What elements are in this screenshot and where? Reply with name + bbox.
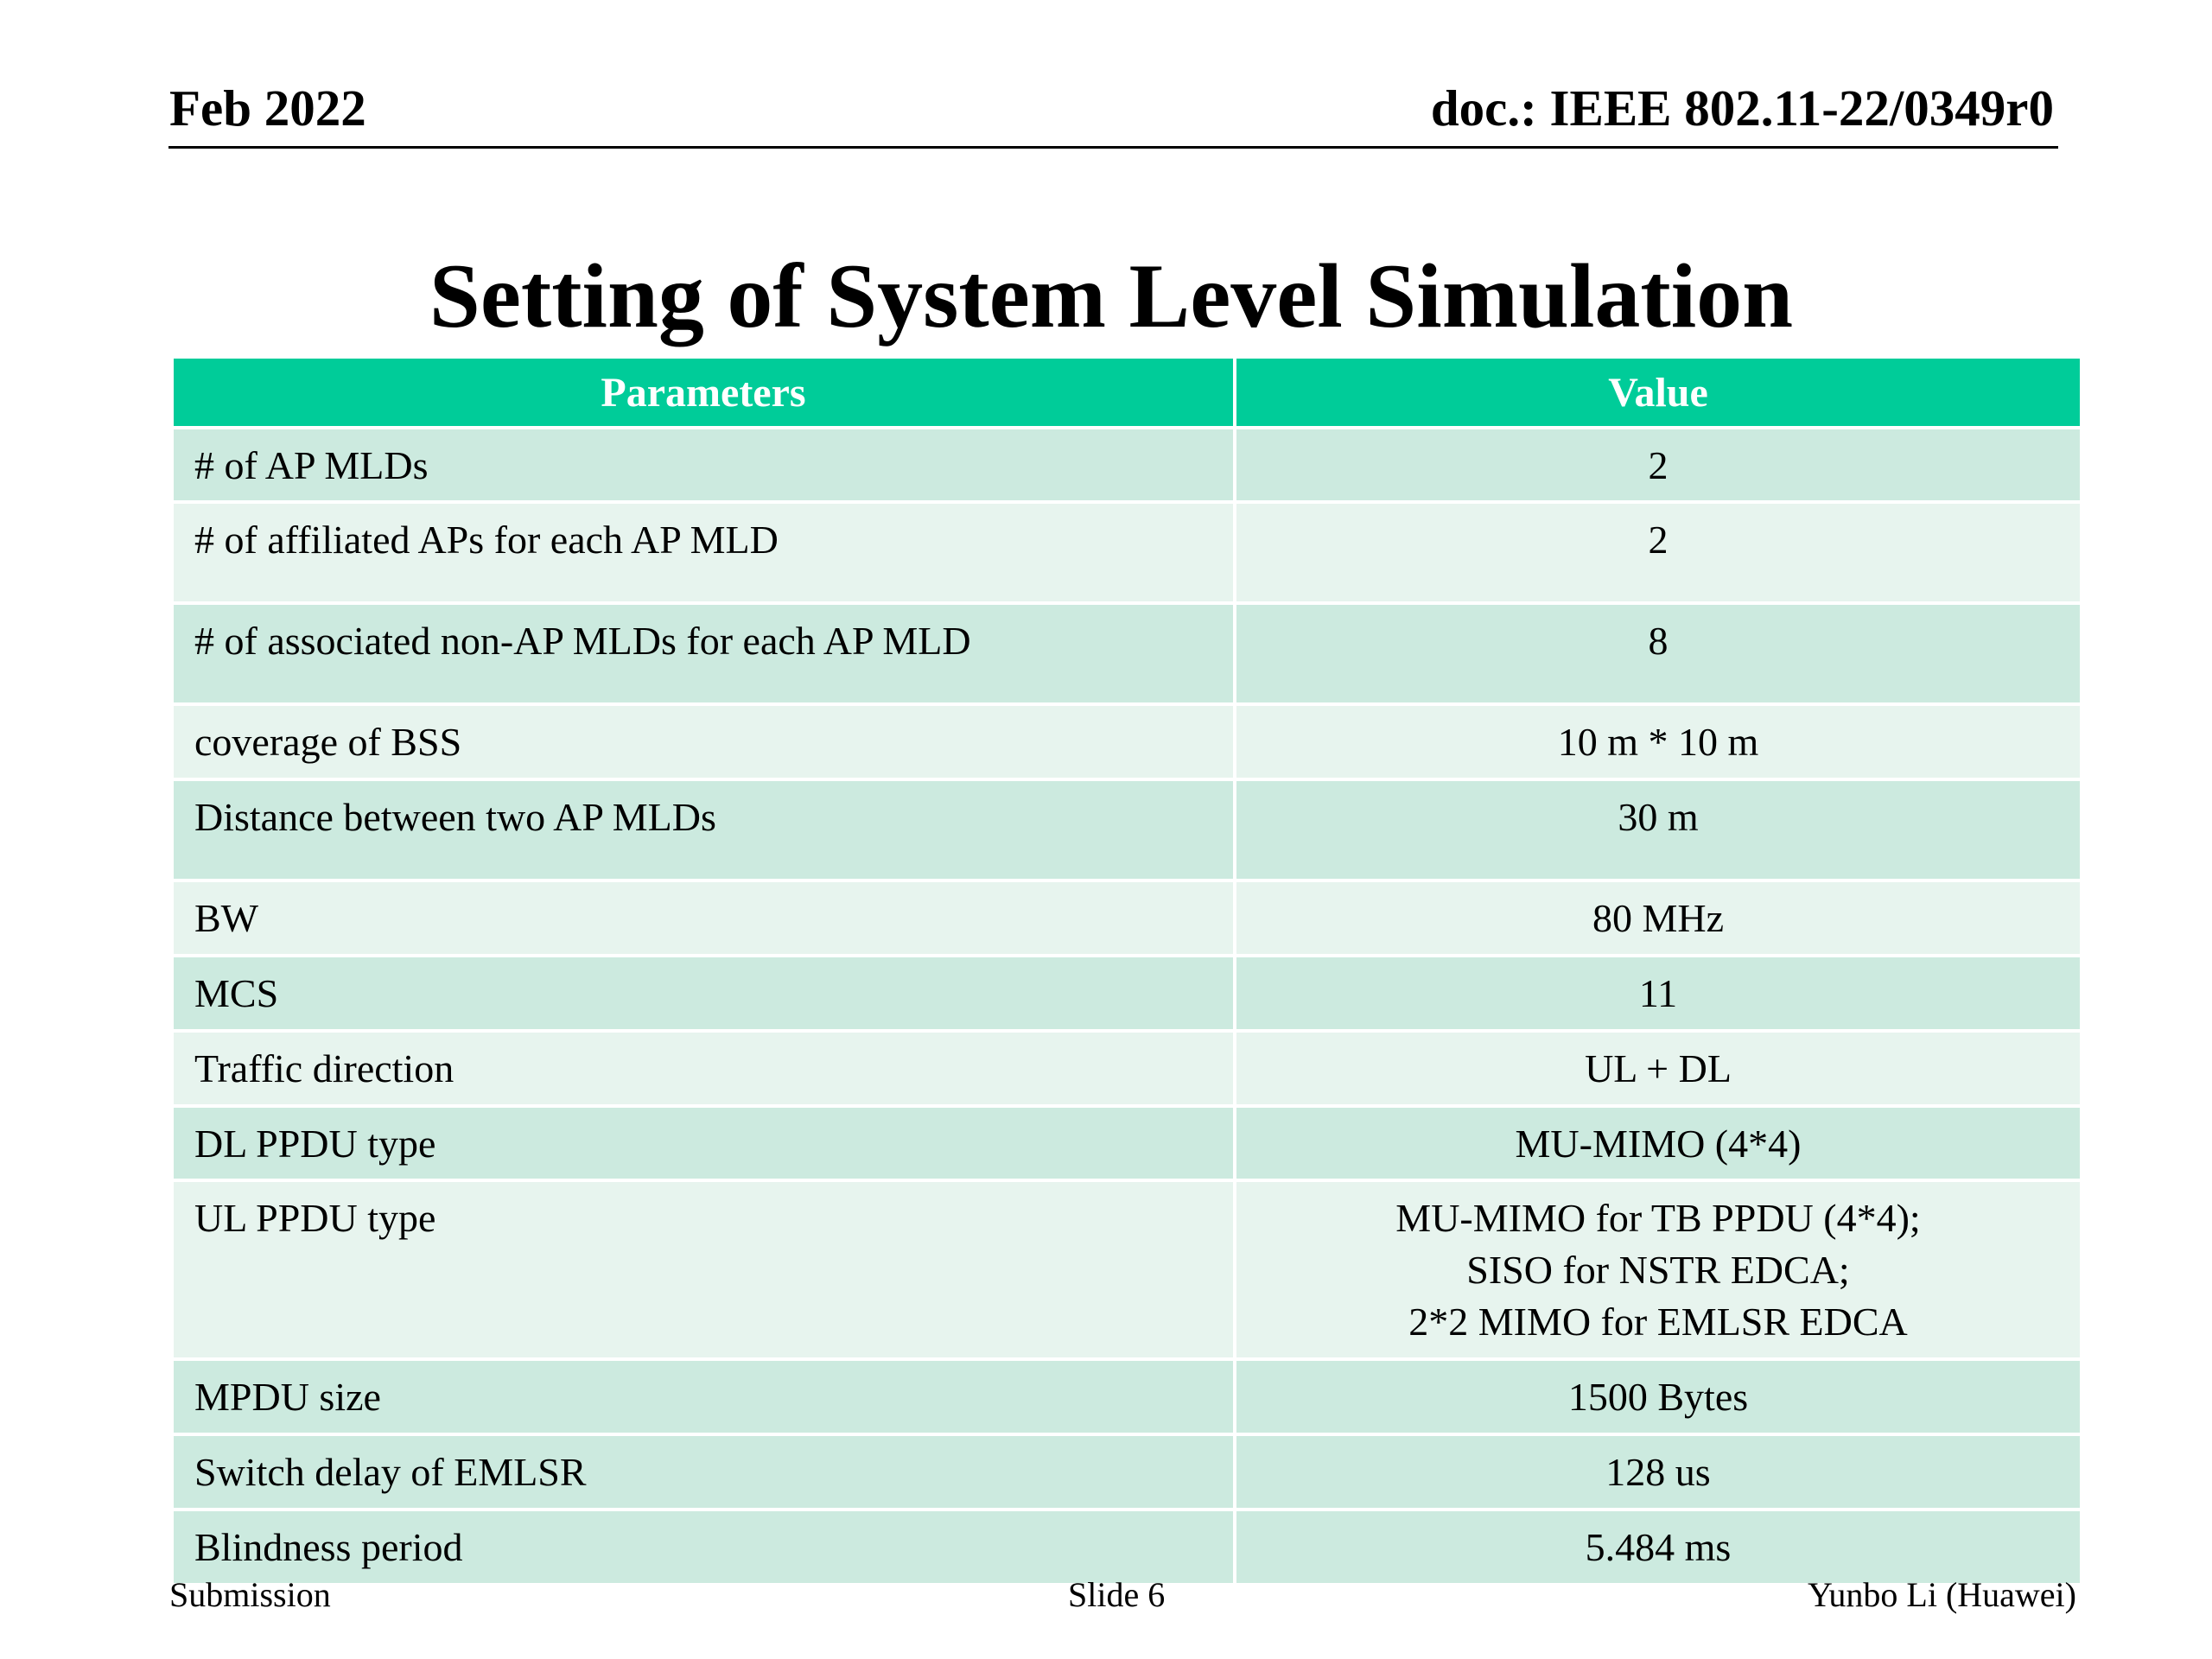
param-cell: DL PPDU type [172, 1106, 1235, 1180]
param-cell: MCS [172, 956, 1235, 1031]
value-cell: 30 m [1235, 779, 2082, 880]
value-line: SISO for NSTR EDCA; [1466, 1248, 1850, 1292]
table-row [172, 502, 2082, 603]
param-cell: BW [172, 880, 1235, 956]
table-row [172, 779, 2082, 880]
param-cell: # of affiliated APs for each AP MLD [172, 502, 1235, 603]
param-cell: Blindness period [172, 1510, 1235, 1585]
header-date: Feb 2022 [169, 79, 366, 137]
param-cell: # of associated non-AP MLDs for each AP MLD [172, 603, 1235, 704]
value-cell: 5.484 ms [1235, 1510, 2082, 1585]
value-cell: 11 [1235, 956, 2082, 1031]
value-cell: 2 [1235, 502, 2082, 603]
table-row [172, 1434, 2082, 1510]
footer-submission: Submission [169, 1575, 331, 1614]
param-cell: # of AP MLDs [172, 428, 1235, 502]
param-cell: Distance between two AP MLDs [172, 779, 1235, 880]
table-row [172, 1180, 2082, 1359]
table-row [172, 1359, 2082, 1434]
value-line: 2*2 MIMO for EMLSR EDCA [1408, 1300, 1908, 1344]
param-cell: MPDU size [172, 1359, 1235, 1434]
slide-title: Setting of System Level Simulation [429, 245, 1794, 346]
table-row [172, 956, 2082, 1031]
column-header-value: Value [1235, 357, 2082, 428]
table-row [172, 1031, 2082, 1106]
table-row [172, 1106, 2082, 1180]
value-cell: 10 m * 10 m [1235, 704, 2082, 779]
value-cell: 2 [1235, 428, 2082, 502]
value-cell: 1500 Bytes [1235, 1359, 2082, 1434]
param-cell: UL PPDU type [172, 1180, 1235, 1359]
table-row [172, 1510, 2082, 1585]
table-header-row [172, 357, 2082, 428]
value-cell: MU-MIMO (4*4) [1235, 1106, 2082, 1180]
table-row [172, 880, 2082, 956]
value-cell: 80 MHz [1235, 880, 2082, 956]
parameters-table [170, 355, 2083, 1586]
table-row [172, 428, 2082, 502]
table-row [172, 704, 2082, 779]
value-cell: 8 [1235, 603, 2082, 704]
param-cell: Switch delay of EMLSR [172, 1434, 1235, 1510]
value-cell [1235, 1180, 2082, 1359]
value-line: MU-MIMO for TB PPDU (4*4); [1395, 1196, 1921, 1240]
footer-author: Yunbo Li (Huawei) [1807, 1575, 2076, 1614]
column-header-parameters: Parameters [172, 357, 1235, 428]
value-cell: 128 us [1235, 1434, 2082, 1510]
table-row [172, 603, 2082, 704]
footer-slide-number: Slide 6 [1068, 1575, 1166, 1614]
header-doc-id: doc.: IEEE 802.11-22/0349r0 [1430, 79, 2054, 137]
param-cell: Traffic direction [172, 1031, 1235, 1106]
header-rule [168, 146, 2058, 149]
param-cell: coverage of BSS [172, 704, 1235, 779]
value-cell: UL + DL [1235, 1031, 2082, 1106]
